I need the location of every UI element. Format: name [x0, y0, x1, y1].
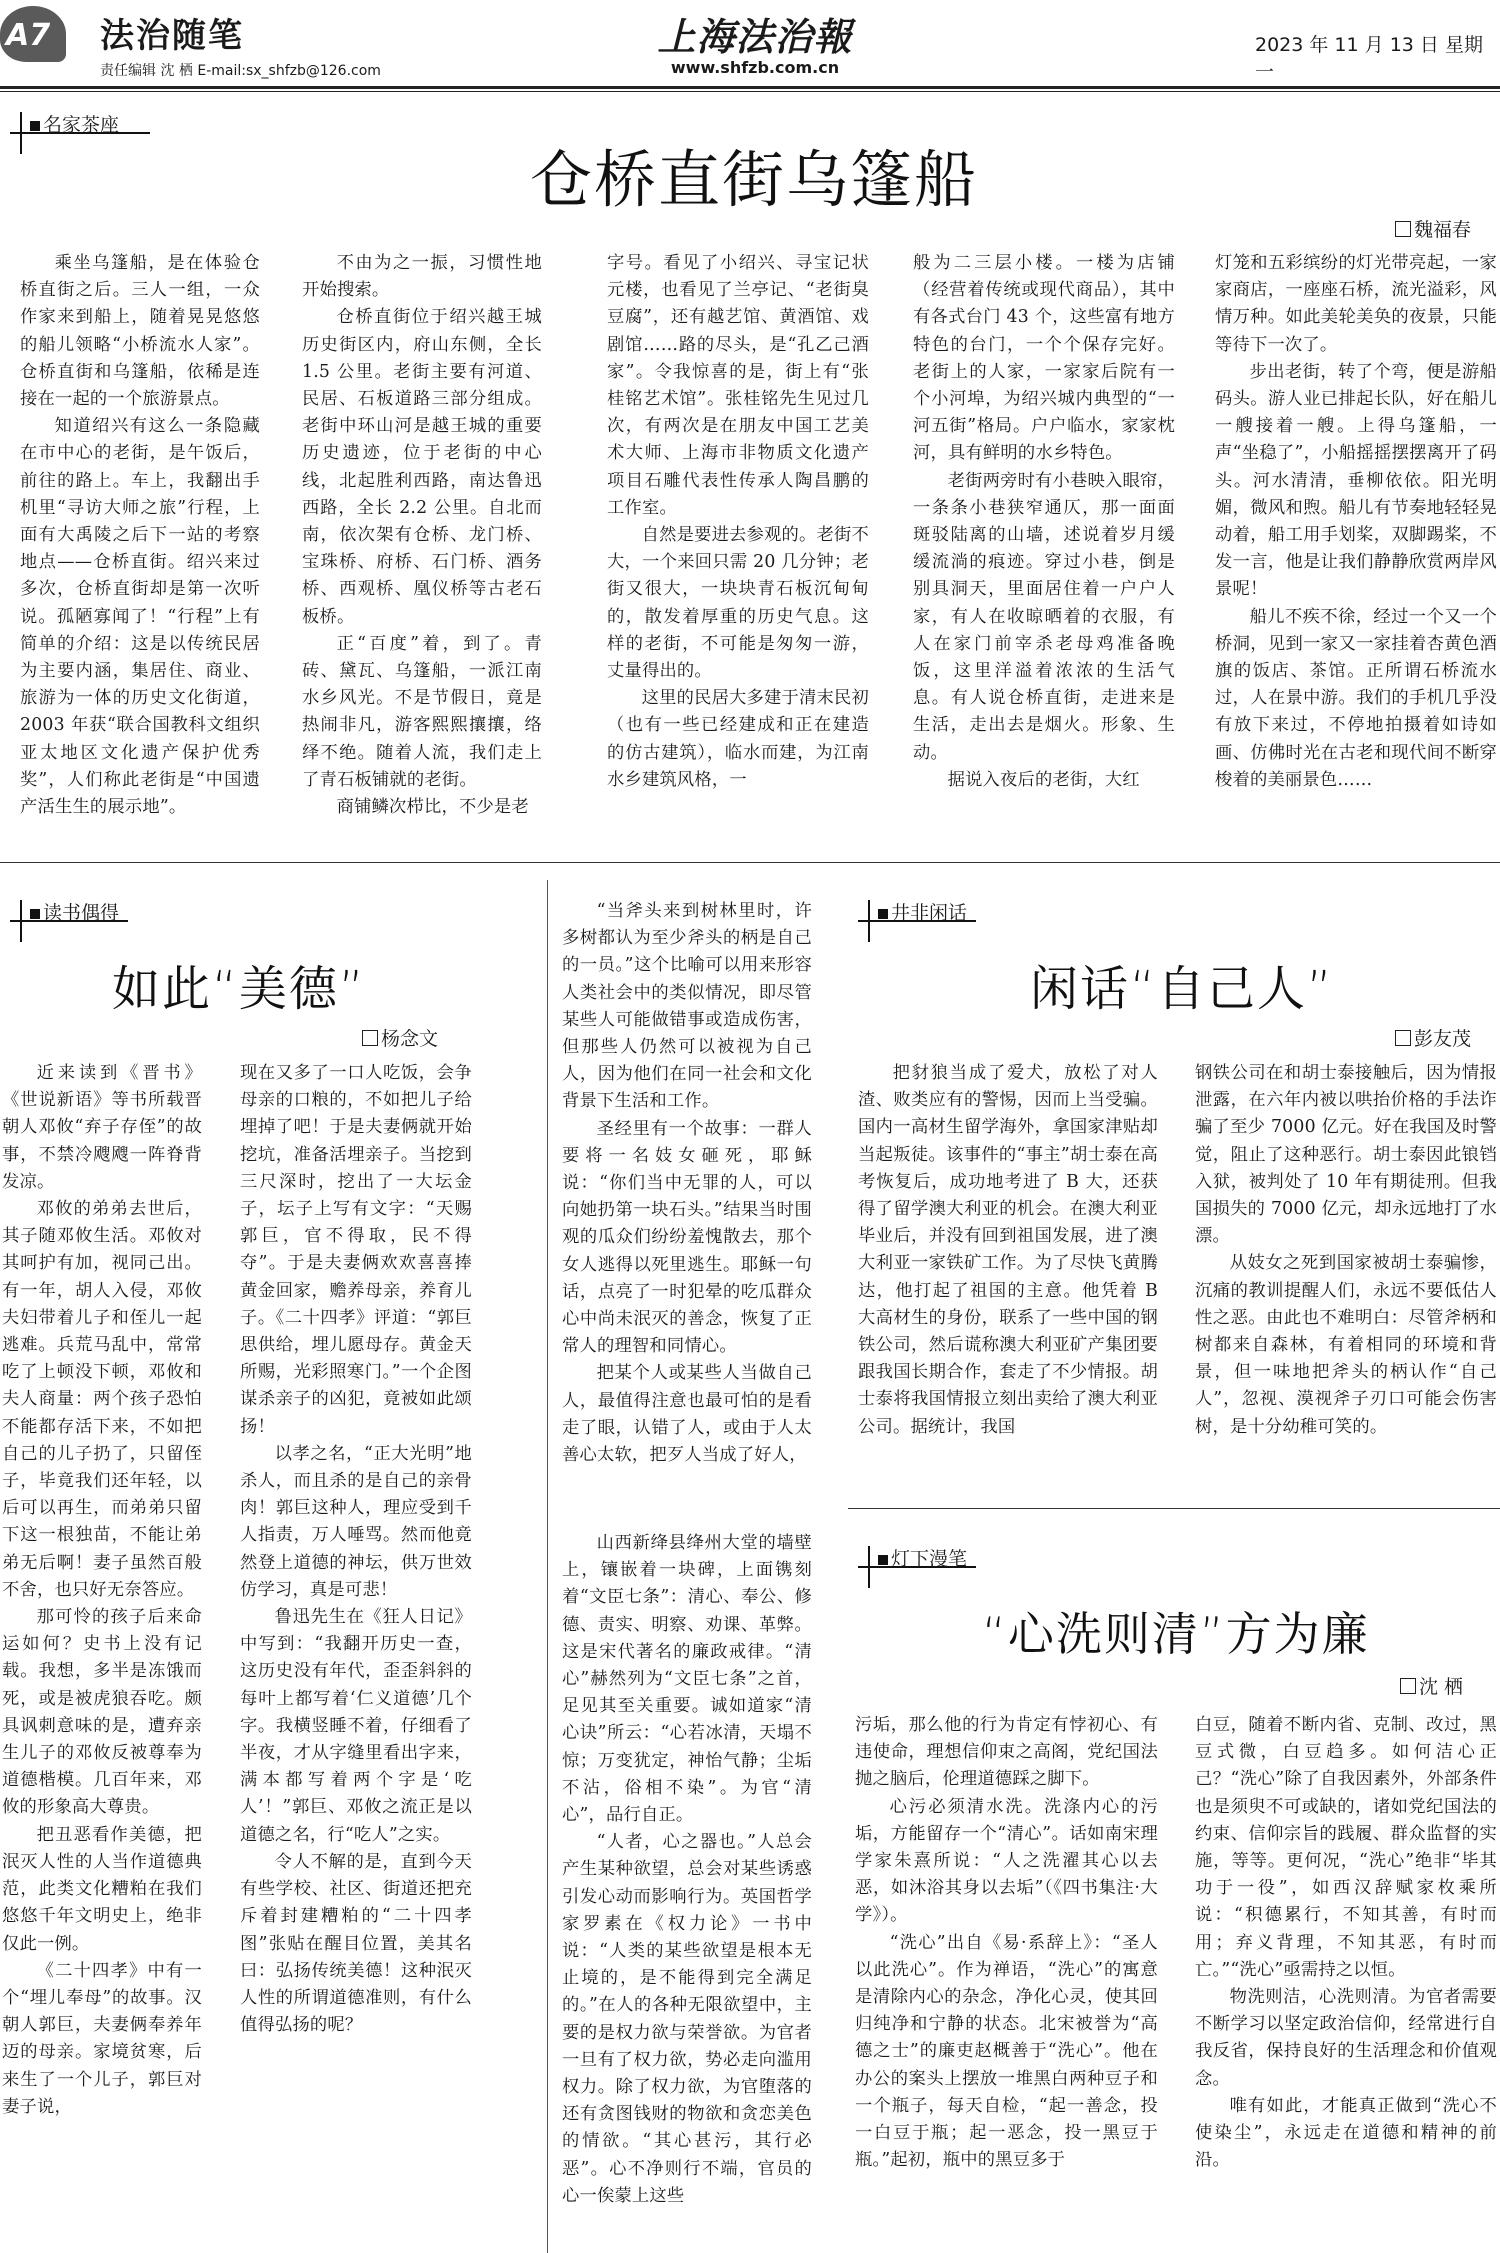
column-tag: 灯下漫笔 — [878, 1544, 967, 1571]
article-author: 沈 栖 — [1400, 1672, 1463, 1699]
editor-info: 责任编辑 沈 栖 E-mail:sx_shfzb@126.com — [100, 63, 381, 79]
article-column: “当斧头来到树林里时，许多树都认为至少斧头的柄是自己的一员。”这个比喻可以用来形容人类社会中的类似情况，即尽管某些人可能做错事或造成伤害，但那些人仍然可以被视为自己人，因为他们在同一社会和文化背景下生活和工作。 圣经里有一个故事：一群人要将一名妓女砸死，耶稣说：“你们当中无罪的人，可以向她扔第一块石头。”结果当时围观的瓜众们纷纷羞愧散去，那个女人逃得以死里逃生。耶稣一句话，点亮了一时犯晕的吃瓜群众心中尚未泯灭的善念，恢复了正常人的理智和同情心。 把某个人或某些人当做自己人，最值得注意也最可怕的是看走了眼，认错了人，或由于人太善心太软，把歹人当成了好人， — [562, 901, 812, 1466]
column-tag: 名家茶座 — [30, 110, 119, 137]
article-column: 灯笼和五彩缤纷的灯光带亮起，一家家商店，一座座石桥，流光溢彩，风情万种。如此美轮美奂的夜景，只能等待下一次了。 步出老街，转了个弯，便是游船码头。游人业已排起长队，好在船儿一艘接着一艘。上得乌篷船，一声“坐稳了”，小船摇摇摆摆离开了码头。河水清清，垂柳依依。阳光明媚，微风和煦。船儿有节奏地轻轻晃动着，船工用手划桨，双脚踢桨，不发一言，他是让我们静静欣赏两岸风景呢！ 船儿不疾不徐，经过一个又一个桥洞，见到一家又一家挂着杏黄色酒旗的饭店、茶馆。正所谓石桥流水过，人在景中游。我们的手机几乎没有放下来过，不停地拍摄着如诗如画、仿佛时光在古老和现代间不断穿梭着的美丽景色…… — [1215, 253, 1497, 790]
article-title: 闲话“自己人” — [1030, 961, 1334, 1017]
tag-square-icon — [30, 121, 40, 131]
article-column: 现在又多了一口人吃饭，会争母亲的口粮的，不如把儿子给埋掉了吧！于是夫妻俩就开始挖坑，准备活埋亲子。当挖到三尺深时，挖出了一大坛金子，坛子上写有文字：“天赐郭巨，官不得取，民不得夺”。于是夫妻俩欢欢喜喜捧黄金回家，赡养母亲，养育儿子。《二十四孝》评道：“郭巨思供给，埋儿愿母存。黄金天所赐，光彩照寒门。”一个企图谋杀亲子的凶犯，竟被如此颂扬！ 以孝之名，“正大光明”地杀人，而且杀的是自己的亲骨肉！郭巨这种人，理应受到千人指责，万人唾骂。然而他竟然登上道德的神坛，供万世效仿学习，真是可悲！ 鲁迅先生在《狂人日记》中写到：“我翻开历史一查，这历史没有年代，歪歪斜斜的每叶上都写着‘仁义道德’几个字。我横竖睡不着，仔细看了半夜，才从字缝里看出字来，满本都写着两个字是‘吃人’！”郭巨、邓攸之流正是以道德之名，行“吃人”之实。 令人不解的是，直到今天有些学校、社区、街道还把充斥着封建糟粕的“二十四孝图”张贴在醒目位置，美其名曰：弘扬传统美德！这种泯灭人性的所谓道德准则，有什么值得弘扬的呢？ — [240, 1063, 472, 2036]
column-divider — [547, 880, 548, 2253]
newspaper-url[interactable]: www.shfzb.com.cn — [670, 58, 840, 77]
article-column: 不由为之一振，习惯性地开始搜索。 仓桥直街位于绍兴越王城历史街区内，府山东侧，全长 1.5 公里。老街主要有河道、民居、石板道路三部分组成。老街中环山河是越王城的重要历史遗迹，位于老街的中心线，北起胜利西路，南达鲁迅西路，全长 2.2 公里。自北而南，依次架有仓桥、龙门桥、宝珠桥、府桥、石门桥、酒务桥、西观桥、凰仪桥等古老石板桥。 正“百度”着，到了。青砖、黛瓦、乌篷船，一派江南水乡风光。不是节假日，竟是热闹非凡，游客熙熙攘攘，络绎不绝。随着人流，我们走上了青石板铺就的老街。 商铺鳞次栉比，不少是老 — [302, 253, 542, 818]
article-column: 白豆，随着不断内省、克制、改过，黑豆式微，白豆趋多。如何洁心正己？“洗心”除了自我因素外，外部条件也是须臾不可或缺的，诸如党纪国法的约束、信仰宗旨的践履、群众监督的实施，等等。更何况，“洗心”绝非“毕其功于一役”，如西汉辞赋家枚乘所说：“积德累行，不知其善，有时而用；弃义背理，不知其恶，有时而亡。”“洗心”亟需持之以恒。 物洗则洁，心洗则清。为官者需要不断学习以坚定政治信仰，经常进行自我反省，保持良好的生活理念和价值观念。 唯有如此，才能真正做到“洗心不使染尘”，永远走在道德和精神的前沿。 — [1195, 1715, 1497, 2171]
page-number-badge — [0, 6, 76, 62]
article-column: 般为二三层小楼。一楼为店铺（经营着传统或现代商品），其中有各式台门 43 个，这些富有地方特色的台门，一个个保存完好。老街上的人家，一家家后院有一个小河埠，为绍兴城内典型的“一河五街”格局。户户临水，家家枕河，具有鲜明的水乡特色。 老街两旁时有小巷映入眼帘，一条条小巷狭窄通仄，那一面面斑驳陆离的山墙，述说着岁月缓缓流淌的痕迹。穿过小巷，倒是别具洞天，里面居住着一户户人家，有人在收晾晒着的衣服，有人在家门前宰杀老母鸡准备晚饭，这里洋溢着浓浓的生活气息。有人说仓桥直街，走进来是生活，走出去是烟火。形象、生动。 据说入夜后的老街，大红 — [913, 253, 1175, 790]
article-author: 魏福春 — [1395, 215, 1471, 242]
tag-square-icon — [878, 1555, 888, 1565]
article-title: “心洗则清”方为廉 — [982, 1607, 1370, 1661]
section-divider — [848, 1508, 1500, 1509]
page-number: A7 — [6, 18, 51, 53]
article-column: 乘坐乌篷船，是在体验仓桥直街之后。三人一组，一众作家来到船上，随着晃晃悠悠的船儿领略“小桥流水人家”。仓桥直街和乌篷船，依稀是连接在一起的一个旅游景点。 知道绍兴有这么一条隐藏在市中心的老街，是午饭后，前往的路上。车上，我翻出手机里“寻访大师之旅”行程，上面有大禹陵之后下一站的考察地点——仓桥直街。绍兴来过多次，仓桥直街却是第一次听说。孤陋寡闻了！“行程”上有简单的介绍：这是以传统民居为主要内涵，集居住、商业、旅游为一体的历史文化街道，2003 年获“联合国教科文组织亚太地区文化遗产保护优秀奖”，人们称此老街是“中国遗产活生生的展示地”。 — [20, 253, 260, 818]
article-column: 山西新绛县绛州大堂的墙壁上，镶嵌着一块碑，上面镌刻着“文臣七条”：清心、奉公、修德、责实、明察、劝课、革弊。这是宋代著名的廉政戒律。“清心”赫然列为“文臣七条”之首，足见其至关重要。诚如道家“清心诀”所云：“心若冰清，天塌不惊；万变犹定，神怡气静；尘垢不沾，俗相不染”。为官“清心”，品行自正。 “人者，心之器也。”人总会产生某种欲望，总会对某些诱惑引发心动而影响行为。英国哲学家罗素在《权力论》一书中说：“人类的某些欲望是根本无止境的，是不能得到完全满足的。”在人的各种无限欲望中，主要的是权力欲与荣誉欲。为官者一旦有了权力欲，势必走向滥用权力。除了权力欲，为官堕落的还有贪图钱财的物欲和贪恋美色的情欲。“其心甚污，其行必恶”。心不净则行不端，官员的心一俟蒙上这些 — [562, 1533, 812, 2206]
article-column: 把豺狼当成了爱犬，放松了对人渣、败类应有的警惕，因而上当受骗。国内一高材生留学海外，拿国家津贴却当起叛徒。该事件的“事主”胡士泰在高考恢复后，成功地考进了 B 大，还获得了留学澳大利亚的机会。在澳大利亚毕业后，并没有回到祖国发展，进了澳大利亚一家铁矿工作。为了尽快飞黄腾达，他打起了祖国的主意。他凭着 B 大高材生的身份，联系了一些中国的钢铁公司，然后谎称澳大利亚矿产集团要跟我国长期合作，套走了不少情报。胡士泰将我国情报立刻出卖给了澳大利亚公司。据统计，我国 — [858, 1063, 1158, 1437]
article-author: 杨念文 — [362, 1024, 438, 1051]
article-column: 近来读到《晋书》《世说新语》等书所载晋朝人邓攸“弃子存侄”的故事，不禁冷飕飕一阵脊背发凉。 邓攸的弟弟去世后，其子随邓攸生活。邓攸对其呵护有加，视同己出。有一年，胡人入侵，邓攸夫妇带着儿子和侄儿一起逃难。兵荒马乱中，常常吃了上顿没下顿，邓攸和夫人商量：两个孩子恐怕不能都存活下来，不如把自己的儿子扔了，只留侄子，毕竟我们还年轻，以后可以再生，而弟弟只留下这一根独苗，不能让弟弟无后啊！妻子虽然百般不舍，也只好无奈答应。 那可怜的孩子后来命运如何？史书上没有记载。我想，多半是冻饿而死，或是被虎狼吞吃。颇具讽刺意味的是，遭弃亲生儿子的邓攸反被尊奉为道德楷模。几百年来，邓攸的形象高大尊贵。 把丑恶看作美德，把泯灭人性的人当作道德典范，此类文化糟粕在我们悠悠千年文明史上，绝非仅此一例。 《二十四孝》中有一个“埋儿奉母”的故事。汉朝人郭巨，夫妻俩奉养年迈的母亲。家境贫寒，后来生了一个儿子，郭巨对妻子说， — [2, 1063, 202, 2117]
column-tag: 井非闲话 — [878, 898, 967, 925]
tag-square-icon — [30, 909, 40, 919]
newspaper-masthead: 上海法治報 — [657, 14, 853, 59]
article-column: 钢铁公司在和胡士泰接触后，因为情报泄露，在六年内被以哄抬价格的手法诈骗了至少 7000 亿元。好在我国及时警觉，阻止了这种恶行。胡士泰因此锒铛入狱，被判处了 10 年有期徒刑。但我国损失的 7000 亿元，却永远地打了水漂。 从妓女之死到国家被胡士泰骗惨，沉痛的教训提醒人们，永远不要低估人性之恶。由此也不难明白：尽管斧柄和树都来自森林，有着相同的环境和背景，但一味地把斧头的柄认作“自己人”，忽视、漠视斧子刃口可能会伤害树，是十分幼稚可笑的。 — [1195, 1063, 1497, 1437]
article-author: 彭友茂 — [1395, 1024, 1471, 1051]
header-rule-thin — [0, 91, 1500, 92]
issue-date: 2023 年 11 月 13 日 星期一 — [1255, 34, 1483, 83]
section-name: 法治随笔 — [100, 16, 244, 56]
article-column: 污垢，那么他的行为肯定有悖初心、有违使命，理想信仰束之高阁，党纪国法抛之脑后，伦理道德踩之脚下。 心污必须清水洗。洗涤内心的污垢，方能留存一个“清心”。话如南宋理学家朱熹所说：“人之洗濯其心以去恶，如沐浴其身以去垢”（《四书集注·大学》）。 “洗心”出自《易·系辞上》：“圣人以此洗心”。作为禅语，“洗心”的寓意是清除内心的杂念，净化心灵，使其回归纯净和宁静的状态。北宋被誉为“高德之士”的廉吏赵概善于“洗心”。他在办公的案头上摆放一堆黑白两种豆子和一个瓶子，每天自检，“起一善念，投一白豆于瓶；起一恶念，投一黑豆于瓶。”起初，瓶中的黑豆多于 — [855, 1715, 1158, 2171]
article-column: 字号。看见了小绍兴、寻宝记状元楼，也看见了兰亭记、“老街臭豆腐”，还有越艺馆、黄酒馆、戏剧馆……路的尽头，是“孔乙己酒家”。令我惊喜的是，街上有“张桂铭艺术馆”。张桂铭先生见过几次，有两次是在朋友中国工艺美术大师、上海市非物质文化遗产项目石雕代表性传承人陶昌鹏的工作室。 自然是要进去参观的。老街不大，一个来回只需 20 几分钟；老街又很大，一块块青石板沉甸甸的，散发着厚重的历史气息。这样的老街，不可能是匆匆一游，丈量得出的。 这里的民居大多建于清末民初（也有一些已经建成和正在建造的仿古建筑），临水而建，为江南水乡建筑风格，一 — [607, 253, 869, 790]
article-title: 如此“美德” — [112, 961, 366, 1017]
article-title: 仓桥直街乌篷船 — [530, 143, 979, 216]
column-tag: 读书偶得 — [30, 898, 119, 925]
header-rule — [0, 86, 1500, 89]
section-divider — [0, 862, 1500, 863]
tag-square-icon — [878, 909, 888, 919]
